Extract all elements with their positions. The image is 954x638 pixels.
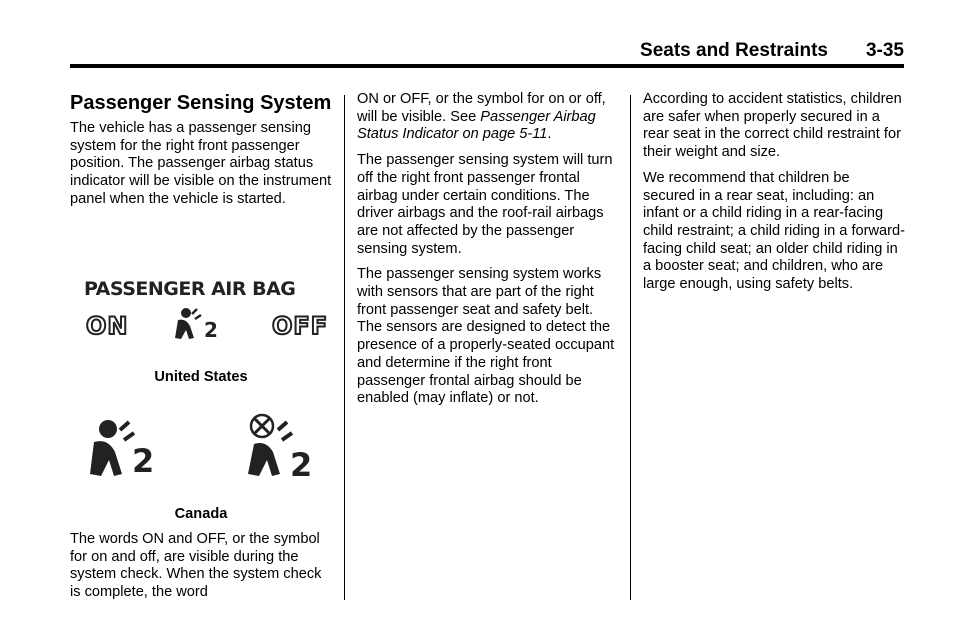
page-header [70, 38, 904, 68]
col2-paragraph-3: The passenger sensing system works with sensors that are part of the right front passenger seat and safety belt. The sensors are designed to detect the presence of a properly-seated occupant and determine if the right front passenger frontal airbag should be enabled (may inflate) or not. [357, 266, 615, 407]
col3-paragraph-1: According to accident statistics, children are safer when properly secured in a rear seat in the correct child restraint for their weight and size. [643, 91, 902, 161]
canada-airbag-indicator [86, 412, 318, 482]
cross-reference-link[interactable]: Passenger Airbag Status Indicator on page 5-11 [357, 108, 596, 143]
page-number: 3-35 [865, 40, 904, 61]
indicator-symbol-number: 2 [204, 318, 218, 342]
column-1 [70, 92, 332, 217]
indicator-off-label: OFF [272, 312, 329, 340]
col2-p1-text: ON or OFF, or the symbol for on or off, will be visible. See [357, 91, 606, 125]
intro-paragraph: The vehicle has a passenger sensing system for the right front passenger position. The passenger airbag status indicator will be visible on the instrument panel when the vehicle is started. [70, 120, 332, 207]
us-airbag-indicator [80, 276, 329, 348]
col2-paragraph-2: The passenger sensing system will turn off the right front passenger frontal airbag under certain conditions. The driver airbags and the roof-rail airbags are not affected by the passenger sensing system. [357, 152, 613, 257]
col2-paragraph-1 [357, 91, 619, 144]
column-divider-2 [630, 95, 631, 600]
section-heading: Passenger Sensing System [70, 92, 332, 114]
canada-off-symbol-number: 2 [290, 446, 312, 484]
closing-paragraph: The words ON and OFF, or the symbol for on and off, are visible during the system check. When the system check is complete, the word [70, 531, 322, 601]
indicator-on-label: ON [86, 312, 129, 340]
column-divider-1 [344, 95, 345, 600]
col3-paragraph-2: We recommend that children be secured in a rear seat, including: an infant or a child riding in a rear-facing child restraint; a child riding in a forward-facing child seat; an older child riding in a booster seat; and children, who are large enough, using safety belts. [643, 169, 905, 293]
indicator-title: PASSENGER AIR BAG [84, 278, 296, 300]
section-title: Seats and Restraints [640, 40, 828, 61]
column-2 [357, 91, 619, 416]
column-1-closing [70, 531, 332, 610]
col2-p1-end: . [547, 126, 552, 143]
us-caption: United States [154, 369, 248, 385]
canada-caption: Canada [174, 506, 228, 522]
canada-on-symbol-number: 2 [132, 442, 154, 480]
column-3 [643, 91, 905, 302]
